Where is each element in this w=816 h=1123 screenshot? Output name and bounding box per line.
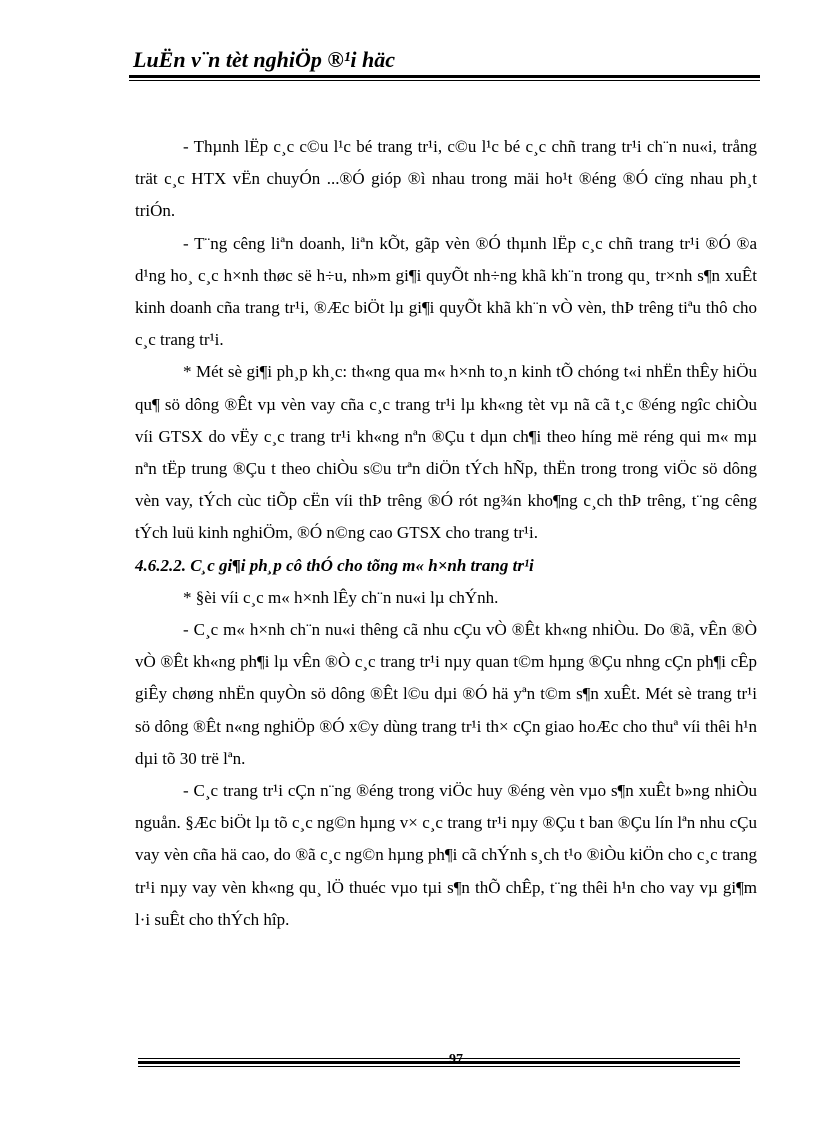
paragraph: * §èi víi c¸c m« h×nh lÊy ch¨n nu«i lµ chÝnh.	[183, 587, 499, 607]
body-text	[135, 131, 757, 936]
running-header-title: LuËn v¨n tèt nghiÖp ®¹i häc	[133, 47, 396, 72]
header-rule-thick	[129, 75, 760, 78]
section-heading: 4.6.2.2. C¸c gi¶i ph¸p cô thÓ cho tõng m« h×nh trang tr¹i	[135, 555, 534, 575]
paragraph: - C¸c trang tr¹i cÇn n¨ng ®éng trong viÖc huy ®éng vèn vµo s¶n xuÊt b»ng nhiÒu nguån. §Æc biÖt lµ tõ c¸c ng©n hµng v× c¸c trang tr¹i nµy ®Çu t ban ®Çu lín lªn nhu cÇu vay vèn cña hä cao, do ®ã c¸c ng©n hµng ph¶i cã chÝnh s¸ch t¹o ®iÒu kiÖn cho c¸c trang tr¹i nµy vay vèn kh«ng qu¸ lÖ thuéc vµo tµi s¶n thÕ chÊp, t¨ng thêi h¹n cho vay vµ gi¶m l·i suÊt cho thÝch hîp.	[135, 781, 757, 929]
paragraph: * Mét sè gi¶i ph¸p kh¸c: th«ng qua m« h×nh to¸n kinh tÕ chóng t«i nhËn thÊy hiÖu qu¶ sö dông ®Êt vµ vèn vay cña c¸c trang tr¹i lµ kh«ng tèt vµ nã cã t¸c ®éng ngîc chiÒu víi GTSX do vËy c¸c trang tr¹i kh«ng nªn ®Çu t dµn ch¶i theo híng më réng qui m« mµ nªn tËp trung ®Çu t theo chiÒu s©u trªn diÖn tÝch hÑp, thËn trong trong viÖc sö dông vèn vay, tÝch cùc tiÕp cËn víi thÞ trêng ®Ó rót ng¾n kho¶ng c¸ch thÞ trêng, t¨ng cêng tÝch luü kinh nghiÖm, ®Ó n©ng cao GTSX cho trang tr¹i.	[135, 362, 757, 543]
paragraph: - T¨ng cêng liªn doanh, liªn kÕt, gãp vèn ®Ó thµnh lËp c¸c chñ trang tr¹i ®Ó ®a d¹ng ho¸ c¸c h×nh thøc së h÷u, nh»m gi¶i quyÕt nh÷ng khã kh¨n trong qu¸ tr×nh s¶n xuÊt kinh doanh cña trang tr¹i, ®Æc biÖt lµ gi¶i quyÕt khã kh¨n vÒ vèn, thÞ trêng tiªu thô cho c¸c trang tr¹i.	[135, 233, 757, 350]
page-number: 97	[449, 1052, 463, 1067]
paragraph: - Thµnh lËp c¸c c©u l¹c bé trang tr¹i, c©u l¹c bé c¸c chñ trang tr¹i ch¨n nu«i, trång trät c¸c HTX vËn chuyÓn ...®Ó gióp ®ì nhau trong mäi ho¹t ®éng ®Ó cïng nhau ph¸t triÓn.	[135, 137, 757, 221]
header-rule-thin	[129, 80, 760, 81]
paragraph: - C¸c m« h×nh ch¨n nu«i thêng cã nhu cÇu vÒ ®Êt kh«ng nhiÒu. Do ®ã, vÊn ®Ò vÒ ®Êt kh«ng ph¶i lµ vÊn ®Ò c¸c trang tr¹i nµy quan t©m hµng ®Çu nhng cÇn ph¶i cÊp giÊy chøng nhËn quyÒn sö dông ®Êt l©u dµi ®Ó hä yªn t©m s¶n xuÊt. Mét sè trang tr¹i sö dông ®Êt n«ng nghiÖp ®Ó x©y dùng trang tr¹i th× cÇn giao hoÆc cho thuª víi thêi h¹n dµi tõ 30 trë lªn.	[135, 620, 757, 768]
